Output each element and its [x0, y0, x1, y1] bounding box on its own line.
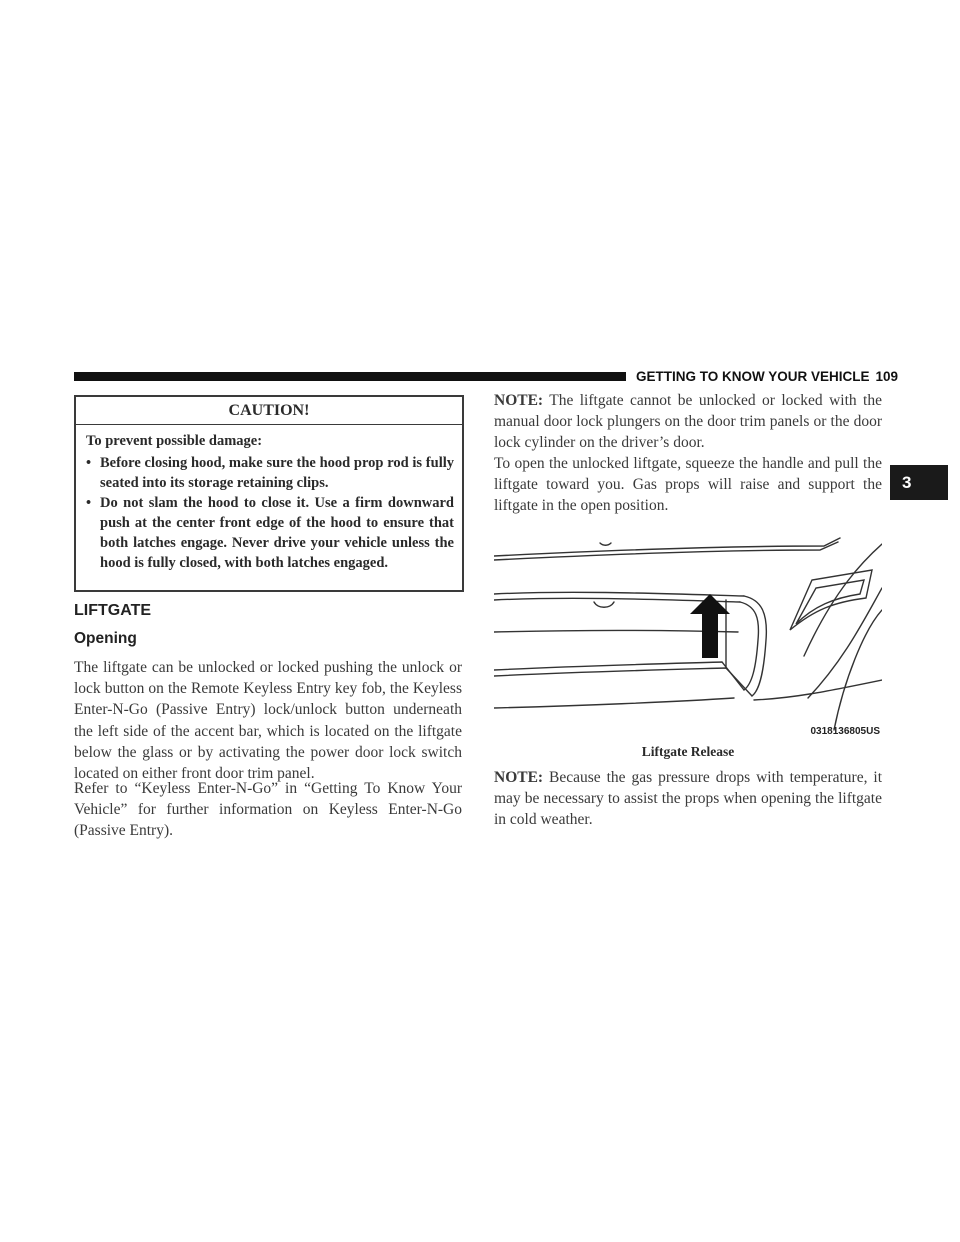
caution-list: [76, 453, 462, 573]
page-number: 109: [875, 369, 899, 384]
figure-caption: Liftgate Release: [641, 744, 735, 759]
note-paragraph: [494, 390, 882, 454]
section-heading: LIFTGATE: [74, 602, 152, 619]
note-label: NOTE:: [494, 392, 544, 409]
note-text: Because the gas pressure drops with temperature, it may be necessary to assist the props when opening the liftgate in cold weather.: [494, 769, 883, 829]
caution-item-text: Do not slam the hood to close it. Use a firm downward push at the center front edge of the hood to ensure that both latches engage. Never drive your vehicle unless the hood is fully closed, with both latches engaged.: [100, 495, 454, 571]
chapter-tab: 3: [890, 465, 948, 500]
liftgate-release-illustration: [494, 530, 882, 740]
note-paragraph: [494, 767, 882, 831]
header-section-title: GETTING TO KNOW YOUR VEHICLE: [636, 369, 870, 384]
header-rule: [74, 372, 626, 381]
caution-item-text: Before closing hood, make sure the hood prop rod is fully seated into its storage retaining clips.: [100, 455, 454, 491]
arrow-up-icon: [690, 594, 730, 658]
caution-lead: To prevent possible damage:: [86, 433, 263, 449]
bullet-icon: •: [86, 495, 92, 511]
caution-title: CAUTION!: [76, 397, 462, 425]
note-text: The liftgate cannot be unlocked or locked with the manual door lock plungers on the door trim panels or the door lock cylinder on the driver’s door.: [494, 392, 882, 452]
caution-item: [76, 493, 462, 573]
body-paragraph: Refer to “Keyless Enter-N-Go” in “Getting To Know Your Vehicle” for further information on Keyless Enter-N-Go (Passive Entry).: [74, 780, 462, 840]
figure-code: 0318136805US: [810, 726, 880, 737]
body-paragraph: To open the unlocked liftgate, squeeze the handle and pull the liftgate toward you. Gas props will raise and support the liftgate in the open position.: [494, 455, 882, 515]
subsection-heading: Opening: [74, 630, 137, 647]
note-label: NOTE:: [494, 769, 544, 786]
caution-item: [76, 453, 462, 493]
bullet-icon: •: [86, 455, 92, 471]
running-header: [636, 367, 899, 387]
caution-box: [74, 395, 464, 592]
body-paragraph: The liftgate can be unlocked or locked pushing the unlock or lock button on the Remote Keyless Entry key fob, the Keyless Enter-N-Go (Passive Entry) lock/unlock button underneath the left side of the accent bar, which is located on the liftgate below the glass or by activating the power door lock switch located on either front door trim panel.: [74, 659, 462, 783]
